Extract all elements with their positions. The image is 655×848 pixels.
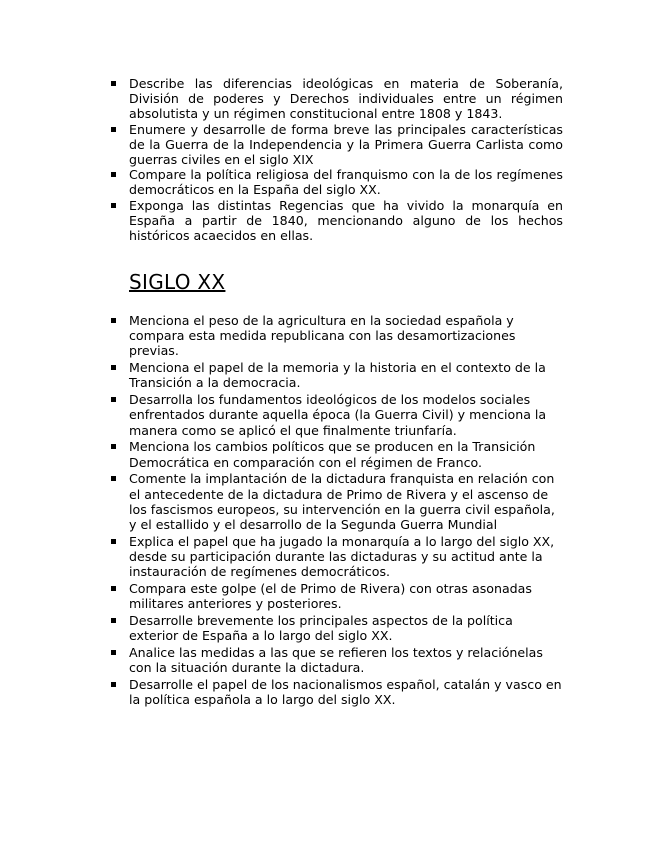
list-item-text: Desarrolle brevemente los principales aspectos de la política exterior de España a lo largo del siglo XX.: [129, 613, 513, 644]
section-heading: SIGLO XX: [129, 270, 226, 294]
list-item-text: Describe las diferencias ideológicas en materia de Soberanía, División de poderes y Derechos individuales entre un régimen absolutista y un régimen constitucional entre 1808 y 1843.: [129, 76, 563, 122]
square-bullet-icon: [111, 650, 116, 655]
list-item-text: Enumere y desarrolle de forma breve las principales características de la Guerra de la Independencia y la Primera Guerra Carlista como guerras civiles en el siglo XIX: [129, 121, 563, 168]
list-item: [111, 360, 563, 390]
questions-list-siglo-xx: [111, 313, 563, 709]
square-bullet-icon: [111, 682, 116, 687]
list-item: [111, 76, 563, 122]
square-bullet-icon: [111, 127, 116, 132]
list-item: [111, 534, 563, 580]
list-item-text: Explica el papel que ha jugado la monarquía a lo largo del siglo XX, desde su participación durante las dictaduras y su actitud ante la instauración de regímenes democráticos.: [129, 533, 555, 580]
square-bullet-icon: [111, 81, 116, 86]
square-bullet-icon: [111, 539, 116, 544]
list-item-text: Compara este golpe (el de Primo de Rivera) con otras asonadas militares anteriores y posteriores.: [129, 581, 532, 612]
list-item: [111, 471, 563, 532]
square-bullet-icon: [111, 444, 116, 449]
list-item: [111, 645, 563, 675]
list-item: [111, 167, 563, 197]
square-bullet-icon: [111, 586, 116, 591]
list-item: [111, 313, 563, 359]
list-item: [111, 392, 563, 438]
list-item-text: Desarrolla los fundamentos ideológicos de los modelos sociales enfrentados durante aquella época (la Guerra Civil) y menciona la manera como se aplicó el que finalmente triunfaría.: [129, 392, 547, 438]
square-bullet-icon: [111, 365, 116, 370]
list-item-text: Exponga las distintas Regencias que ha vivido la monarquía en España a partir de 1840, mencionando alguno de los hechos históricos acaecidos en ellas.: [129, 197, 563, 244]
list-item: [111, 613, 563, 643]
list-item-text: Analice las medidas a las que se refieren los textos y relaciónelas con la situación durante la dictadura.: [129, 645, 543, 676]
list-item-text: Desarrolle el papel de los nacionalismos español, catalán y vasco en la política española a lo largo del siglo XX.: [129, 677, 562, 708]
list-item: [111, 439, 563, 469]
list-item-text: Comente la implantación de la dictadura franquista en relación con el antecedente de la dictadura de Primo de Rivera y el ascenso de los fascismos europeos, su intervención en la guerra civil española, y el estallido y el desarrollo de la Segunda Guerra Mundial: [129, 471, 555, 533]
square-bullet-icon: [111, 203, 116, 208]
list-item: [111, 677, 563, 707]
questions-list-siglo-xix: [111, 76, 563, 243]
list-item-text: Menciona los cambios políticos que se producen en la Transición Democrática en comparación con el régimen de Franco.: [129, 439, 536, 470]
square-bullet-icon: [111, 172, 116, 177]
list-item: [111, 581, 563, 611]
square-bullet-icon: [111, 476, 116, 481]
list-item-text: Menciona el peso de la agricultura en la sociedad española y compara esta medida republicana con las desamortizaciones previas.: [129, 313, 516, 359]
square-bullet-icon: [111, 318, 116, 323]
list-item: [111, 122, 563, 168]
list-item: [111, 198, 563, 244]
list-item-text: Compare la política religiosa del franquismo con la de los regímenes democráticos en la España del siglo XX.: [129, 167, 563, 198]
square-bullet-icon: [111, 397, 116, 402]
square-bullet-icon: [111, 618, 116, 623]
list-item-text: Menciona el papel de la memoria y la historia en el contexto de la Transición a la democracia.: [129, 360, 546, 391]
